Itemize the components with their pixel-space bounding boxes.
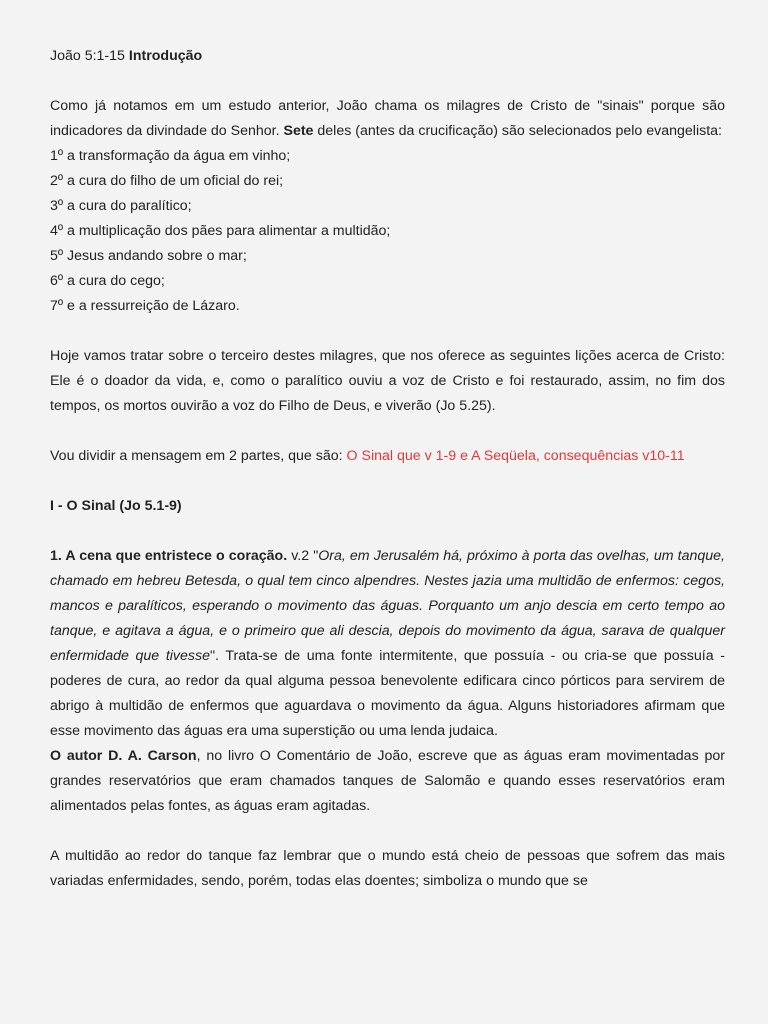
list-item: 3º a cura do paralítico;: [50, 198, 192, 214]
section-title: I - O Sinal (Jo 5.1-9): [50, 498, 182, 514]
verse-quote: Ora, em Jerusalém há, próximo à porta das ovelhas, um tanque, chamado em hebreu Betesda, o qual tem cinco alpendres. Nestes jazia uma multidão de enfermos: cegos, mancos e paralíticos, esperando o movimento das águas. Porquanto um anjo descia em certo tempo ao tanque, e agitava a água, e o primeiro que ali descia, depois do movimento da água, sarava de qualquer enfermidade que tivesse: [50, 548, 725, 664]
heading-ref: João 5:1-15: [50, 48, 129, 64]
document-page: [50, 44, 725, 894]
intro-text-b: deles (antes da crucificação) são selecionados pelo evangelista:: [313, 123, 722, 139]
document-heading: [50, 44, 725, 69]
list-item: 5º Jesus andando sobre o mar;: [50, 248, 247, 264]
intro-bold: Sete: [283, 123, 314, 139]
list-item: 2º a cura do filho de um oficial do rei;: [50, 173, 284, 189]
list-item: 6º a cura do cego;: [50, 273, 165, 289]
verse-ref: v.2 ": [287, 548, 319, 564]
division-highlight: O Sinal que v 1-9 e A Seqüela, consequências v10-11: [346, 448, 685, 464]
scene-text: ". Trata-se de uma fonte intermitente, que possuía - ou cria-se que possuía - poderes de cura, ao redor da qual alguma pessoa benevolente edificara cinco pórticos para servirem de abrigo à multidão de enfermos que aguardava o movimento da água. Alguns historiadores afirmam que esse movimento das águas era uma superstição ou uma lenda judaica.: [50, 648, 725, 739]
scene-title: 1. A cena que entristece o coração.: [50, 548, 288, 564]
miracle-list: [50, 144, 725, 319]
intro-paragraph: [50, 94, 725, 144]
division-text: Vou dividir a mensagem em 2 partes, que são:: [50, 448, 347, 464]
paragraph-division: [50, 444, 725, 469]
list-item: 7º e a ressurreição de Lázaro.: [50, 298, 240, 314]
carson-text: , no livro O Comentário de João, escreve que as águas eram movimentadas por grandes reservatórios que eram chamados tanques de Salomão e quando esses reservatórios eram alimentados pelas fontes, as águas eram agitadas.: [50, 748, 726, 814]
heading-title: Introdução: [128, 48, 203, 64]
paragraph-multitude: A multidão ao redor do tanque faz lembrar que o mundo está cheio de pessoas que sofrem das mais variadas enfermidades, sendo, porém, todas elas doentes; simboliza o mundo que se: [50, 848, 725, 889]
author-name: O autor D. A. Carson: [50, 748, 197, 764]
section-heading: [50, 494, 725, 519]
paragraph-carson: [50, 744, 725, 819]
list-item: 4º a multiplicação dos pães para alimentar a multidão;: [50, 223, 391, 239]
intro-text-a: Como já notamos em um estudo anterior, João chama os milagres de Cristo de "sinais" porque são indicadores da divindade do Senhor.: [50, 98, 725, 139]
paragraph-scene: [50, 544, 725, 744]
list-item: 1º a transformação da água em vinho;: [50, 148, 291, 164]
paragraph-lessons: Hoje vamos tratar sobre o terceiro destes milagres, que nos oferece as seguintes lições acerca de Cristo: Ele é o doador da vida, e, como o paralítico ouviu a voz de Cristo e foi restaurado, assim, no fim dos tempos, os mortos ouvirão a voz do Filho de Deus, e viverão (Jo 5.25).: [50, 348, 725, 414]
